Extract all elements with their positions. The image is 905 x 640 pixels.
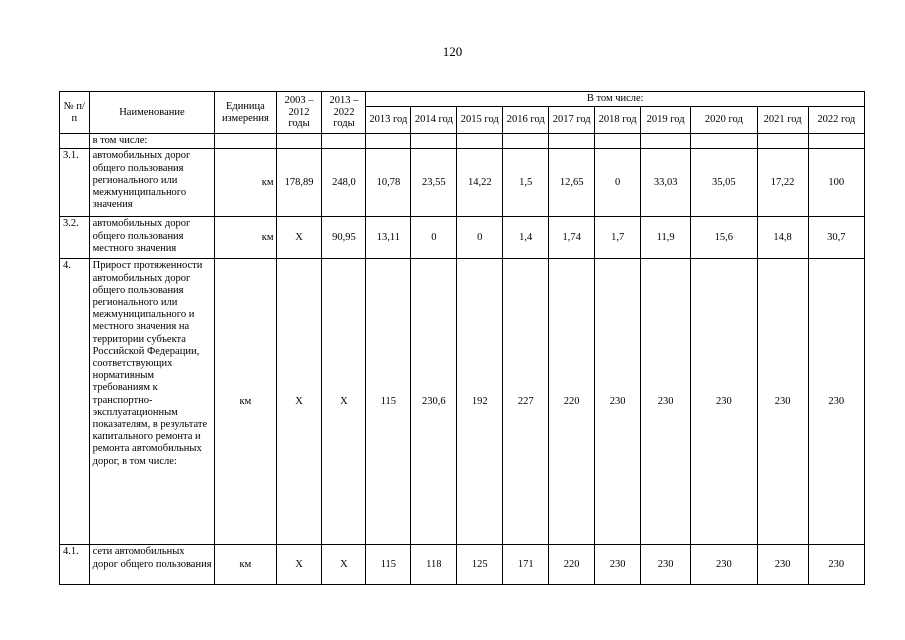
row-value (411, 134, 457, 149)
header-year: 2021 год (757, 107, 808, 134)
row-period2 (322, 134, 366, 149)
header-year: 2017 год (549, 107, 595, 134)
row-period1: Х (276, 259, 322, 545)
header-name: Наименование (89, 92, 215, 134)
row-value: 17,22 (757, 149, 808, 217)
row-unit: км (215, 259, 276, 545)
row-period2: Х (322, 259, 366, 545)
row-name: сети автомобильных дорог общего пользования (89, 545, 215, 585)
row-value (366, 134, 411, 149)
row-value: 230 (808, 545, 864, 585)
row-value: 14,22 (457, 149, 503, 217)
row-value: 12,65 (549, 149, 595, 217)
table-row (60, 134, 865, 149)
row-value: 1,74 (549, 217, 595, 259)
row-num: 4. (60, 259, 90, 545)
table-row (60, 217, 865, 259)
row-value: 0 (595, 149, 641, 217)
row-value: 115 (366, 545, 411, 585)
row-value: 11,9 (641, 217, 691, 259)
row-value: 230 (691, 259, 757, 545)
row-name: автомобильных дорог общего пользования местного значения (89, 217, 215, 259)
row-value (457, 134, 503, 149)
row-value (503, 134, 549, 149)
header-period-2013-2022: 2013 – 2022 годы (322, 92, 366, 134)
page-number: 120 (442, 44, 463, 59)
table-row (60, 545, 865, 585)
row-name: автомобильных дорог общего пользования регионального или межмуниципального значения (89, 149, 215, 217)
header-year: 2013 год (366, 107, 411, 134)
row-value: 100 (808, 149, 864, 217)
header-including: В том числе: (366, 92, 865, 107)
row-period2: 248,0 (322, 149, 366, 217)
row-value: 1,7 (595, 217, 641, 259)
header-year: 2016 год (503, 107, 549, 134)
row-value: 230 (757, 259, 808, 545)
row-unit: км (215, 545, 276, 585)
row-value: 220 (549, 545, 595, 585)
row-value: 33,03 (641, 149, 691, 217)
row-value: 230,6 (411, 259, 457, 545)
row-unit: км (215, 217, 276, 259)
row-value: 10,78 (366, 149, 411, 217)
row-value (757, 134, 808, 149)
row-value (691, 134, 757, 149)
indicators-table (59, 91, 865, 585)
row-value: 230 (595, 259, 641, 545)
row-value: 118 (411, 545, 457, 585)
row-name: Прирост протяженности автомобильных дорог общего пользования регионального или межмуниципального и местного значения на территории субъекта Российской Федерации, соответствующих нормативным требованиям к транспортно-эксплуатационным показателям, в результате капитального ремонта и ремонта автомобильных дорог, в том числе: (89, 259, 215, 545)
row-num (60, 134, 90, 149)
row-value: 230 (641, 259, 691, 545)
table-row (60, 149, 865, 217)
header-year: 2018 год (595, 107, 641, 134)
row-value: 220 (549, 259, 595, 545)
row-period1: Х (276, 545, 322, 585)
header-unit: Единица измерения (215, 92, 276, 134)
row-value (595, 134, 641, 149)
header-year: 2014 год (411, 107, 457, 134)
row-value: 230 (691, 545, 757, 585)
row-period1: 178,89 (276, 149, 322, 217)
row-period2: Х (322, 545, 366, 585)
row-value: 13,11 (366, 217, 411, 259)
row-value: 230 (808, 259, 864, 545)
row-value: 1,5 (503, 149, 549, 217)
table-row (60, 259, 865, 545)
row-value: 115 (366, 259, 411, 545)
row-value: 0 (457, 217, 503, 259)
row-value: 125 (457, 545, 503, 585)
row-period1 (276, 134, 322, 149)
row-name: в том числе: (89, 134, 215, 149)
row-unit (215, 134, 276, 149)
header-year: 2022 год (808, 107, 864, 134)
row-unit: км (215, 149, 276, 217)
row-period1: Х (276, 217, 322, 259)
row-value: 230 (595, 545, 641, 585)
row-value: 230 (641, 545, 691, 585)
header-year: 2020 год (691, 107, 757, 134)
header-period-2003-2012: 2003 – 2012 годы (276, 92, 322, 134)
row-value: 1,4 (503, 217, 549, 259)
row-value: 30,7 (808, 217, 864, 259)
row-value (641, 134, 691, 149)
row-value: 171 (503, 545, 549, 585)
row-value: 230 (757, 545, 808, 585)
header-num: № п/п (60, 92, 90, 134)
row-value (808, 134, 864, 149)
row-num: 3.2. (60, 217, 90, 259)
row-value: 0 (411, 217, 457, 259)
row-value: 14,8 (757, 217, 808, 259)
row-value: 35,05 (691, 149, 757, 217)
header-year: 2015 год (457, 107, 503, 134)
row-period2: 90,95 (322, 217, 366, 259)
row-value (549, 134, 595, 149)
row-value: 227 (503, 259, 549, 545)
row-num: 4.1. (60, 545, 90, 585)
row-num: 3.1. (60, 149, 90, 217)
row-value: 15,6 (691, 217, 757, 259)
header-year: 2019 год (641, 107, 691, 134)
row-value: 192 (457, 259, 503, 545)
row-value: 23,55 (411, 149, 457, 217)
